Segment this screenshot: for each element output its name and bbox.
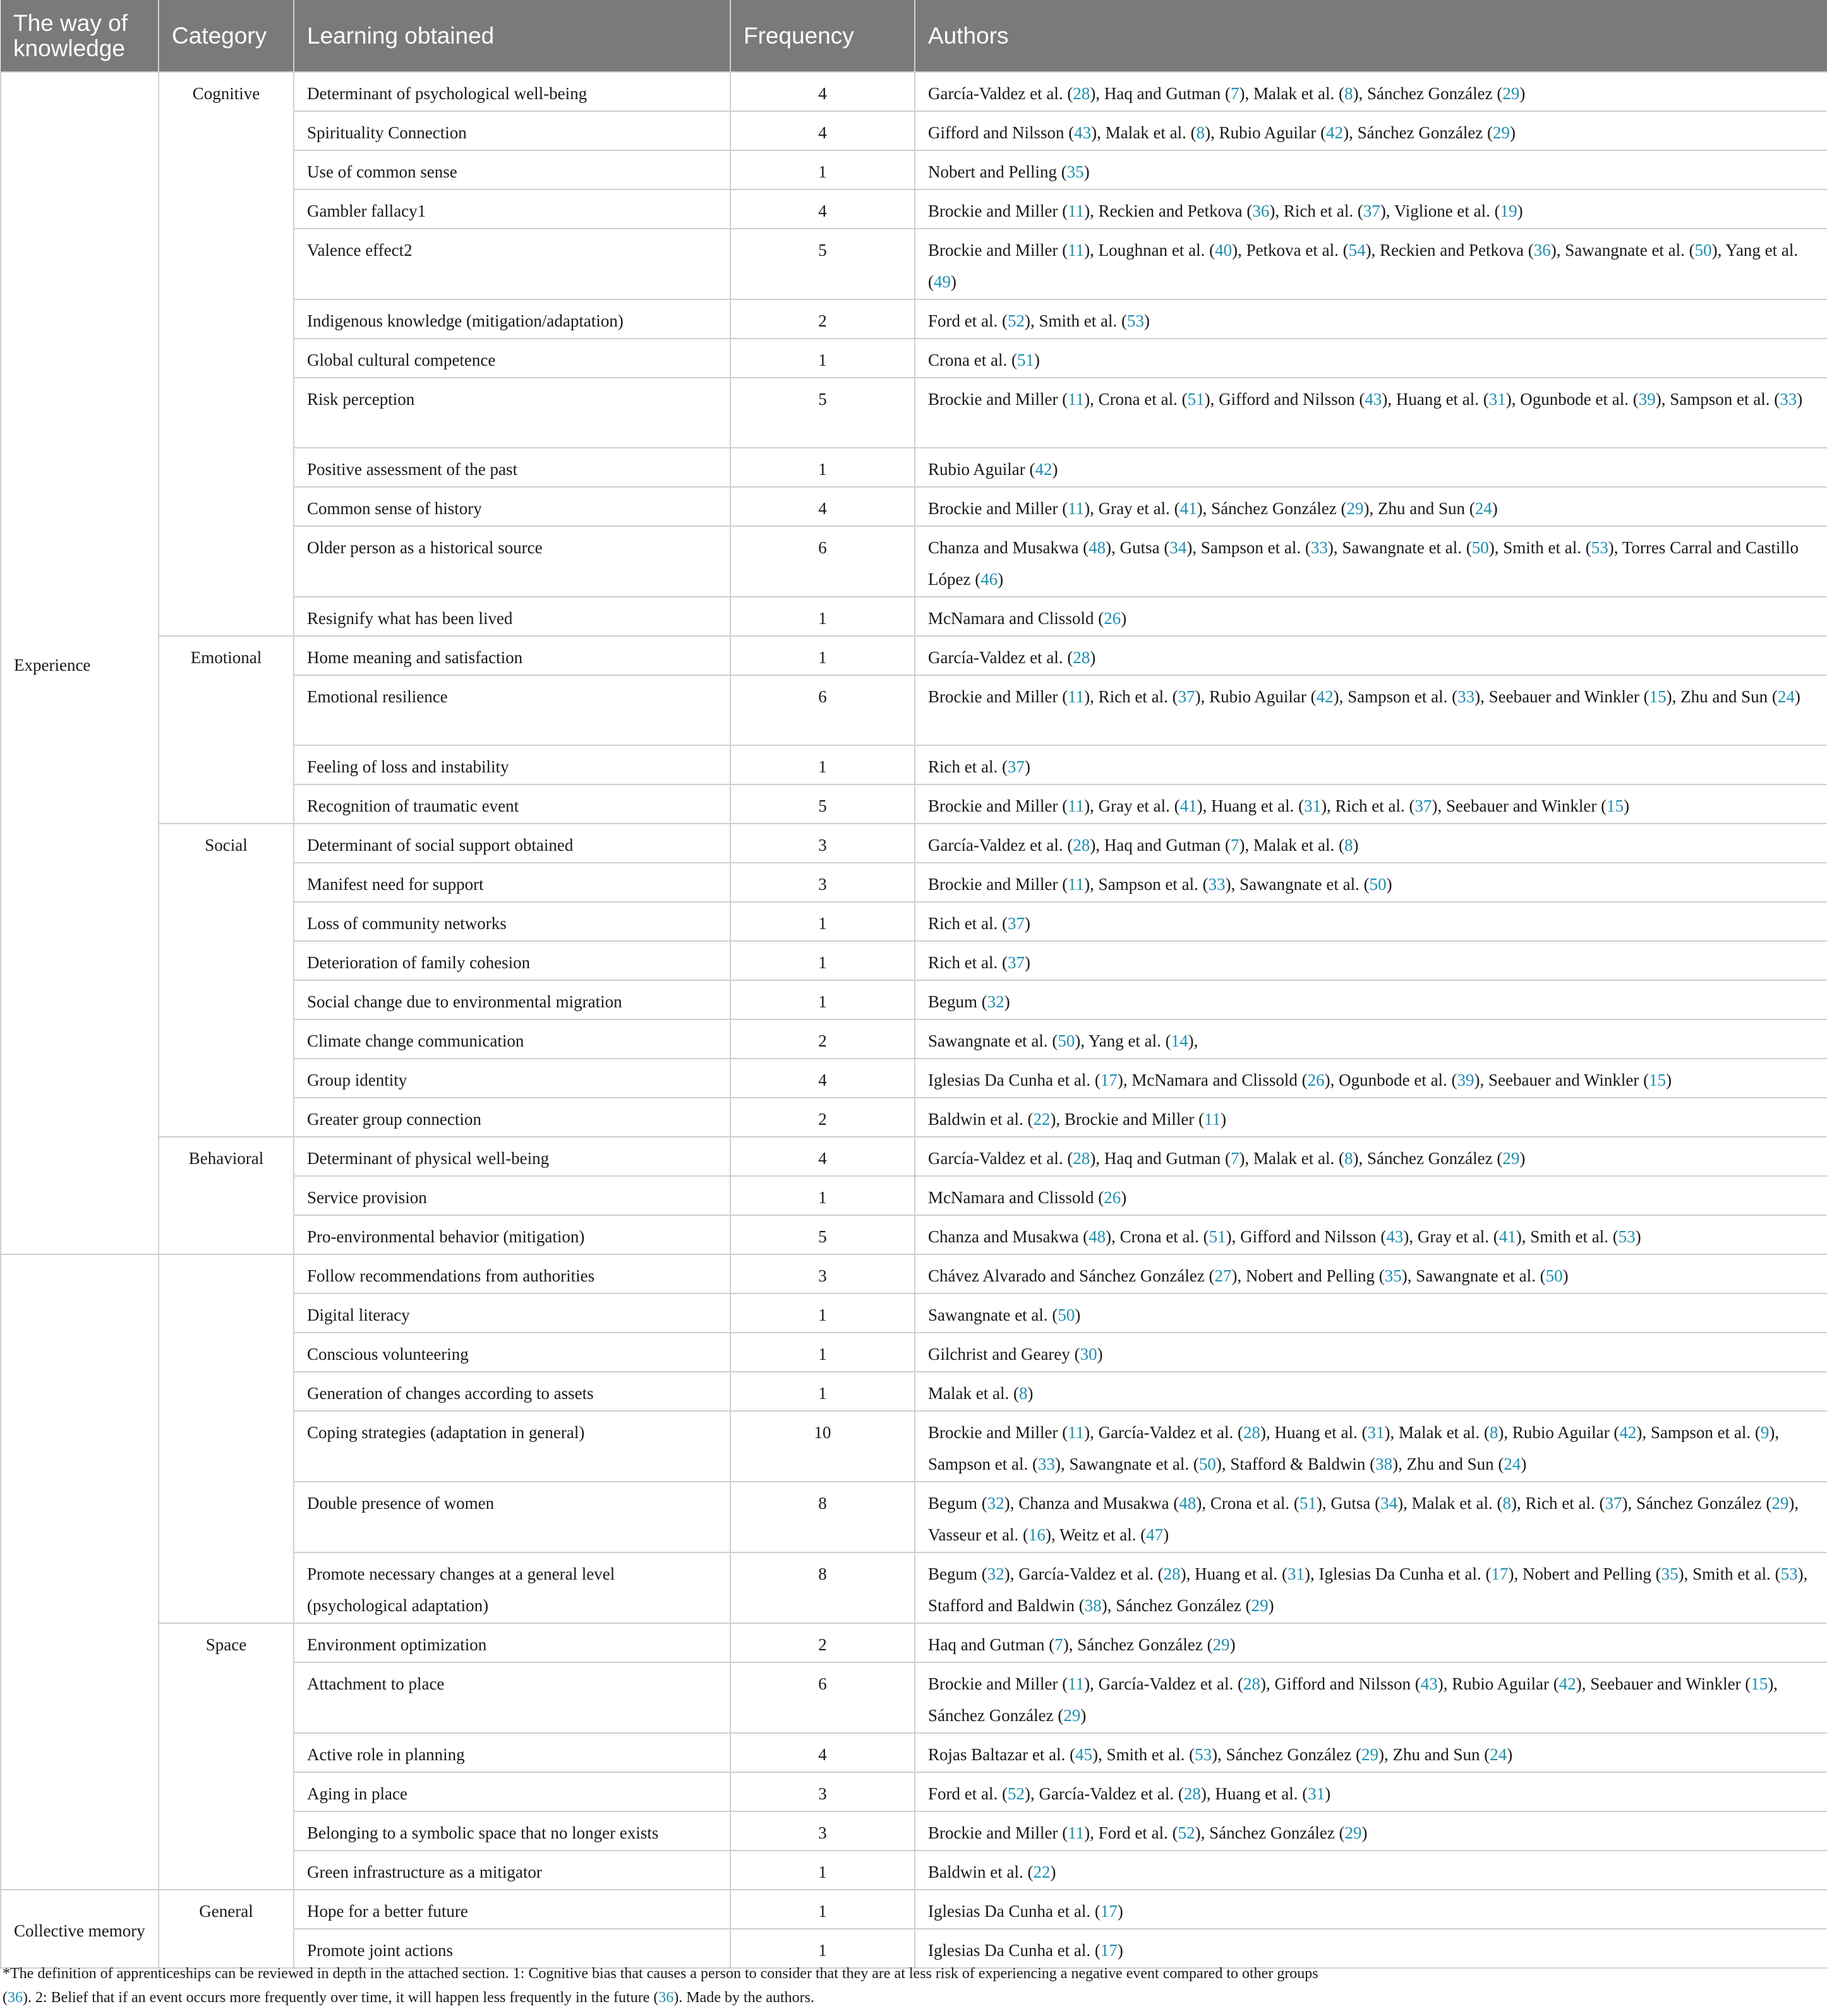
category-cell: Behavioral	[159, 1137, 294, 1254]
reference-link[interactable]: 7	[1231, 84, 1239, 103]
authors-cell: Brockie and Miller (11), Reckien and Petkova (36), Rich et al. (37), Viglione et al. (19)	[915, 189, 1827, 229]
frequency-cell: 4	[730, 1137, 915, 1176]
learning-cell: Climate change communication	[294, 1019, 730, 1059]
authors-cell: Brockie and Miller (11), Loughnan et al. (40), Petkova et al. (54), Reckien and Petkova (36), Sawangnate et al. (50), Yang et al. (49)	[915, 229, 1827, 299]
frequency-cell: 2	[730, 1098, 915, 1137]
reference-link[interactable]: 33	[1780, 390, 1797, 409]
frequency-cell: 1	[730, 448, 915, 487]
reference-link[interactable]: 26	[1307, 1071, 1325, 1089]
learning-cell: Spirituality Connection	[294, 111, 730, 150]
frequency-cell: 6	[730, 1662, 915, 1733]
reference-link[interactable]: 52	[1178, 1823, 1195, 1842]
frequency-cell: 1	[730, 745, 915, 784]
frequency-cell: 2	[730, 1019, 915, 1059]
reference-link[interactable]: 29	[1493, 123, 1510, 142]
authors-cell: Brockie and Miller (11), Crona et al. (51), Gifford and Nilsson (43), Huang et al. (31), Ogunbode et al. (39), Sampson et al. (33)	[915, 378, 1827, 448]
reference-link[interactable]: 53	[1195, 1745, 1212, 1764]
reference-link[interactable]: 15	[1649, 1071, 1667, 1089]
reference-link[interactable]: 19	[1500, 201, 1517, 220]
reference-link[interactable]: 33	[1457, 687, 1475, 706]
authors-cell: Rojas Baltazar et al. (45), Smith et al. (53), Sánchez González (29), Zhu and Sun (24)	[915, 1733, 1827, 1772]
table-header-row	[1, 0, 1827, 72]
reference-link[interactable]: 8	[1502, 1494, 1512, 1513]
frequency-cell: 4	[730, 1733, 915, 1772]
authors-cell: Iglesias Da Cunha et al. (17), McNamara and Clissold (26), Ogunbode et al. (39), Seebauer and Winkler (15)	[915, 1059, 1827, 1098]
learning-cell: Valence effect2	[294, 229, 730, 299]
reference-link[interactable]: 48	[1179, 1494, 1197, 1513]
reference-link[interactable]: 36	[1533, 241, 1551, 260]
learning-cell: Indigenous knowledge (mitigation/adaptation)	[294, 299, 730, 339]
frequency-cell: 4	[730, 72, 915, 111]
header-authors: Authors	[915, 0, 1827, 72]
reference-link[interactable]: 32	[987, 992, 1004, 1011]
reference-link[interactable]: 8	[1344, 1149, 1353, 1168]
reference-link[interactable]: 41	[1179, 796, 1197, 815]
reference-link[interactable]: 47	[1146, 1525, 1164, 1544]
reference-link[interactable]: 8	[1489, 1423, 1498, 1442]
frequency-cell: 8	[730, 1552, 915, 1623]
frequency-cell: 1	[730, 1176, 915, 1215]
header-learning-obtained: Learning obtained	[294, 0, 730, 72]
reference-link[interactable]: 29	[1346, 499, 1364, 518]
learning-cell: Hope for a better future	[294, 1890, 730, 1929]
learning-cell: Deterioration of family cohesion	[294, 941, 730, 980]
learning-cell: Group identity	[294, 1059, 730, 1098]
frequency-cell: 2	[730, 1623, 915, 1662]
frequency-cell: 1	[730, 1851, 915, 1890]
learning-cell: Use of common sense	[294, 150, 730, 189]
reference-link[interactable]: 32	[987, 1494, 1004, 1513]
authors-cell: Haq and Gutman (7), Sánchez González (29)	[915, 1623, 1827, 1662]
frequency-cell: 1	[730, 1333, 915, 1372]
authors-cell: Begum (32), Chanza and Musakwa (48), Crona et al. (51), Gutsa (34), Malak et al. (8), Rich et al. (37), Sánchez González (29), Vasseur et al. (16), Weitz et al. (47)	[915, 1482, 1827, 1552]
frequency-cell: 6	[730, 526, 915, 597]
reference-link[interactable]: 54	[1348, 241, 1366, 260]
reference-link[interactable]: 28	[1073, 648, 1090, 667]
reference-link[interactable]: 26	[1104, 1188, 1121, 1207]
authors-cell: Iglesias Da Cunha et al. (17)	[915, 1929, 1827, 1968]
frequency-cell: 1	[730, 1890, 915, 1929]
learning-cell: Coping strategies (adaptation in general)	[294, 1411, 730, 1482]
learning-cell: Environment optimization	[294, 1623, 730, 1662]
reference-link[interactable]: 42	[1316, 687, 1334, 706]
authors-cell: García-Valdez et al. (28), Haq and Gutman (7), Malak et al. (8), Sánchez González (29)	[915, 72, 1827, 111]
reference-link[interactable]: 29	[1251, 1596, 1269, 1615]
learning-cell: Older person as a historical source	[294, 526, 730, 597]
authors-cell: Sawangnate et al. (50)	[915, 1293, 1827, 1333]
frequency-cell: 1	[730, 597, 915, 636]
reference-link[interactable]: 17	[1100, 1071, 1118, 1089]
reference-link[interactable]: 53	[1780, 1564, 1798, 1583]
reference-link[interactable]: 43	[1386, 1227, 1404, 1246]
reference-link[interactable]: 39	[1638, 390, 1656, 409]
authors-cell: Iglesias Da Cunha et al. (17)	[915, 1890, 1827, 1929]
learning-cell: Loss of community networks	[294, 902, 730, 941]
frequency-cell: 3	[730, 1811, 915, 1851]
frequency-cell: 1	[730, 1372, 915, 1411]
frequency-cell: 1	[730, 941, 915, 980]
category-cell: Cognitive	[159, 72, 294, 636]
reference-link[interactable]: 45	[1075, 1745, 1093, 1764]
reference-link[interactable]: 53	[1618, 1227, 1636, 1246]
header-category: Category	[159, 0, 294, 72]
category-cell: General	[159, 1890, 294, 1968]
reference-link[interactable]: 41	[1498, 1227, 1516, 1246]
authors-cell: McNamara and Clissold (26)	[915, 1176, 1827, 1215]
authors-cell: Baldwin et al. (22)	[915, 1851, 1827, 1890]
reference-link[interactable]: 51	[1209, 1227, 1226, 1246]
reference-link[interactable]: 43	[1420, 1674, 1438, 1693]
authors-cell: Brockie and Miller (11), Sampson et al. (33), Sawangnate et al. (50)	[915, 863, 1827, 902]
authors-cell: Gifford and Nilsson (43), Malak et al. (8), Rubio Aguilar (42), Sánchez González (29)	[915, 111, 1827, 150]
authors-cell: Chávez Alvarado and Sánchez González (27), Nobert and Pelling (35), Sawangnate et al. (50)	[915, 1254, 1827, 1293]
reference-link[interactable]: 14	[1171, 1031, 1188, 1050]
reference-link[interactable]: 37	[1605, 1494, 1622, 1513]
frequency-cell: 1	[730, 980, 915, 1019]
reference-link[interactable]: 11	[1068, 241, 1085, 260]
reference-link[interactable]: 48	[1088, 1227, 1106, 1246]
reference-link[interactable]: 28	[1243, 1423, 1261, 1442]
authors-cell: McNamara and Clissold (26)	[915, 597, 1827, 636]
learning-cell: Digital literacy	[294, 1293, 730, 1333]
table-body	[1, 72, 1827, 1968]
reference-link[interactable]: 29	[1771, 1494, 1789, 1513]
table-footnote: *The definition of apprenticeships can be reviewed in depth in the attached section. 1: Cognitive bias that causes a person to consider that they are at less risk of experiencing a negative event compared to other groups (36). 2: Belief that if an event occurs more frequently over time, it will happen less frequently in the future (36). Made by the authors.	[3, 1965, 1318, 2006]
category-cell: Space	[159, 1623, 294, 1890]
reference-link[interactable]: 22	[1033, 1863, 1051, 1881]
reference-link[interactable]: 34	[1169, 538, 1187, 557]
table-row	[1, 1254, 1827, 1293]
reference-link[interactable]: 15	[1649, 687, 1667, 706]
reference-link[interactable]: 28	[1073, 836, 1090, 855]
reference-link[interactable]: 53	[1126, 311, 1144, 330]
reference-link[interactable]: 43	[1074, 123, 1092, 142]
learning-cell: Promote necessary changes at a general level (psychological adaptation)	[294, 1552, 730, 1623]
authors-cell: García-Valdez et al. (28)	[915, 636, 1827, 675]
authors-cell: Brockie and Miller (11), Gray et al. (41), Huang et al. (31), Rich et al. (37), Seebauer and Winkler (15)	[915, 784, 1827, 824]
header-way-of-knowledge: The way of knowledge	[1, 0, 159, 72]
way-of-knowledge-cell	[1, 1254, 159, 1890]
reference-link[interactable]: 40	[1215, 241, 1233, 260]
reference-link[interactable]: 27	[1214, 1266, 1232, 1285]
authors-cell: Gilchrist and Gearey (30)	[915, 1333, 1827, 1372]
frequency-cell: 1	[730, 1293, 915, 1333]
reference-link[interactable]: 53	[1591, 538, 1608, 557]
reference-link[interactable]: 24	[1504, 1455, 1521, 1473]
reference-link[interactable]: 11	[1068, 1423, 1085, 1442]
reference-link[interactable]: 49	[934, 272, 951, 291]
learning-cell: Determinant of psychological well-being	[294, 72, 730, 111]
reference-link[interactable]: 28	[1183, 1784, 1201, 1803]
reference-link[interactable]: 11	[1068, 499, 1085, 518]
reference-link[interactable]: 38	[1375, 1455, 1393, 1473]
learning-cell: Pro-environmental behavior (mitigation)	[294, 1215, 730, 1254]
reference-link[interactable]: 50	[1058, 1305, 1075, 1324]
header-frequency: Frequency	[730, 0, 915, 72]
authors-cell: Brockie and Miller (11), García-Valdez et al. (28), Gifford and Nilsson (43), Rubio Aguilar (42), Seebauer and Winkler (15), Sánchez González (29)	[915, 1662, 1827, 1733]
reference-link[interactable]: 11	[1068, 1674, 1085, 1693]
authors-cell: Rich et al. (37)	[915, 941, 1827, 980]
authors-cell: Brockie and Miller (11), Ford et al. (52), Sánchez González (29)	[915, 1811, 1827, 1851]
reference-link[interactable]: 50	[1471, 538, 1489, 557]
reference-link[interactable]: 32	[987, 1564, 1004, 1583]
reference-link[interactable]: 28	[1243, 1674, 1261, 1693]
table-row	[1, 1623, 1827, 1662]
way-of-knowledge-cell: Experience	[1, 72, 159, 1254]
reference-link[interactable]: 29	[1344, 1823, 1362, 1842]
reference-link[interactable]: 39	[1457, 1071, 1474, 1089]
authors-cell: Malak et al. (8)	[915, 1372, 1827, 1411]
authors-cell: Begum (32)	[915, 980, 1827, 1019]
learning-cell: Active role in planning	[294, 1733, 730, 1772]
frequency-cell: 5	[730, 229, 915, 299]
reference-link[interactable]: 11	[1204, 1110, 1221, 1129]
authors-cell: García-Valdez et al. (28), Haq and Gutman (7), Malak et al. (8), Sánchez González (29)	[915, 1137, 1827, 1176]
learning-cell: Resignify what has been lived	[294, 597, 730, 636]
reference-link[interactable]: 37	[1007, 757, 1025, 776]
reference-link[interactable]: 46	[980, 570, 998, 589]
authors-cell: Chanza and Musakwa (48), Crona et al. (51), Gifford and Nilsson (43), Gray et al. (41), Smith et al. (53)	[915, 1215, 1827, 1254]
frequency-cell: 1	[730, 902, 915, 941]
reference-link[interactable]: 11	[1068, 1823, 1085, 1842]
reference-link[interactable]: 28	[1163, 1564, 1181, 1583]
learning-cell: Green infrastructure as a mitigator	[294, 1851, 730, 1890]
authors-cell: Crona et al. (51)	[915, 339, 1827, 378]
reference-link[interactable]: 17	[1100, 1941, 1118, 1960]
learning-cell: Recognition of traumatic event	[294, 784, 730, 824]
reference-link[interactable]: 31	[1304, 796, 1322, 815]
reference-link[interactable]: 17	[1100, 1902, 1118, 1921]
reference-link[interactable]: 8	[1018, 1384, 1028, 1403]
authors-cell: Rubio Aguilar (42)	[915, 448, 1827, 487]
learning-cell: Follow recommendations from authorities	[294, 1254, 730, 1293]
reference-link[interactable]: 11	[1068, 687, 1085, 706]
frequency-cell: 4	[730, 487, 915, 526]
frequency-cell: 1	[730, 1929, 915, 1968]
learning-cell: Feeling of loss and instability	[294, 745, 730, 784]
frequency-cell: 5	[730, 1215, 915, 1254]
frequency-cell: 3	[730, 1772, 915, 1811]
reference-link[interactable]: 24	[1777, 687, 1795, 706]
reference-link[interactable]: 11	[1068, 201, 1085, 220]
reference-link[interactable]: 52	[1007, 311, 1025, 330]
frequency-cell: 5	[730, 784, 915, 824]
reference-link[interactable]: 16	[1028, 1525, 1046, 1544]
table-row	[1, 824, 1827, 863]
reference-link[interactable]: 36	[8, 1989, 23, 2006]
reference-link[interactable]: 8	[1344, 84, 1353, 103]
learning-cell: Common sense of history	[294, 487, 730, 526]
learning-cell: Aging in place	[294, 1772, 730, 1811]
reference-link[interactable]: 31	[1488, 390, 1506, 409]
frequency-cell: 4	[730, 111, 915, 150]
reference-link[interactable]: 52	[1007, 1784, 1025, 1803]
learning-cell: Greater group connection	[294, 1098, 730, 1137]
reference-link[interactable]: 41	[1179, 499, 1197, 518]
learning-cell: Generation of changes according to assets	[294, 1372, 730, 1411]
authors-cell: Brockie and Miller (11), Rich et al. (37), Rubio Aguilar (42), Sampson et al. (33), Seebauer and Winkler (15), Zhu and Sun (24)	[915, 675, 1827, 745]
authors-cell: García-Valdez et al. (28), Haq and Gutman (7), Malak et al. (8)	[915, 824, 1827, 863]
reference-link[interactable]: 35	[1066, 162, 1084, 181]
reference-link[interactable]: 26	[1104, 609, 1121, 628]
learning-cell: Promote joint actions	[294, 1929, 730, 1968]
category-cell: Emotional	[159, 636, 294, 824]
reference-link[interactable]: 35	[1384, 1266, 1402, 1285]
reference-link[interactable]: 33	[1208, 875, 1226, 894]
reference-link[interactable]: 8	[1196, 123, 1205, 142]
reference-link[interactable]: 24	[1490, 1745, 1507, 1764]
reference-link[interactable]: 31	[1308, 1784, 1325, 1803]
table-row	[1, 1890, 1827, 1929]
reference-link[interactable]: 51	[1016, 351, 1034, 369]
reference-link[interactable]: 50	[1545, 1266, 1563, 1285]
reference-link[interactable]: 34	[1380, 1494, 1398, 1513]
reference-link[interactable]: 51	[1299, 1494, 1317, 1513]
reference-link[interactable]: 50	[1369, 875, 1387, 894]
table-row	[1, 72, 1827, 111]
frequency-cell: 3	[730, 1254, 915, 1293]
reference-link[interactable]: 50	[1058, 1031, 1075, 1050]
authors-cell: Ford et al. (52), Smith et al. (53)	[915, 299, 1827, 339]
authors-cell: Brockie and Miller (11), Gray et al. (41), Sánchez González (29), Zhu and Sun (24)	[915, 487, 1827, 526]
reference-link[interactable]: 37	[1363, 201, 1380, 220]
reference-link[interactable]: 48	[1088, 538, 1106, 557]
frequency-cell: 1	[730, 150, 915, 189]
reference-link[interactable]: 43	[1365, 390, 1382, 409]
table-row	[1, 1137, 1827, 1176]
learning-cell: Emotional resilience	[294, 675, 730, 745]
reference-link[interactable]: 51	[1187, 390, 1205, 409]
authors-cell: Chanza and Musakwa (48), Gutsa (34), Sampson et al. (33), Sawangnate et al. (50), Smith et al. (53), Torres Carral and Castillo López (46)	[915, 526, 1827, 597]
category-cell: Social	[159, 824, 294, 1137]
frequency-cell: 10	[730, 1411, 915, 1482]
reference-link[interactable]: 35	[1661, 1564, 1679, 1583]
learning-cell: Manifest need for support	[294, 863, 730, 902]
reference-link[interactable]: 42	[1035, 460, 1052, 479]
reference-link[interactable]: 15	[1607, 796, 1624, 815]
authors-cell: Begum (32), García-Valdez et al. (28), Huang et al. (31), Iglesias Da Cunha et al. (17), Nobert and Pelling (35), Smith et al. (53), Stafford and Baldwin (38), Sánchez González (29)	[915, 1552, 1827, 1623]
reference-link[interactable]: 29	[1212, 1635, 1230, 1654]
reference-link[interactable]: 30	[1080, 1345, 1097, 1364]
reference-link[interactable]: 29	[1502, 1149, 1520, 1168]
reference-link[interactable]: 38	[1084, 1596, 1102, 1615]
learning-cell: Social change due to environmental migration	[294, 980, 730, 1019]
reference-link[interactable]: 42	[1559, 1674, 1576, 1693]
reference-link[interactable]: 42	[1619, 1423, 1637, 1442]
learning-cell: Determinant of social support obtained	[294, 824, 730, 863]
reference-link[interactable]: 37	[1007, 953, 1025, 972]
reference-link[interactable]: 28	[1073, 84, 1090, 103]
authors-cell: Rich et al. (37)	[915, 902, 1827, 941]
reference-link[interactable]: 7	[1231, 836, 1239, 855]
learning-cell: Determinant of physical well-being	[294, 1137, 730, 1176]
frequency-cell: 8	[730, 1482, 915, 1552]
learning-cell: Home meaning and satisfaction	[294, 636, 730, 675]
reference-link[interactable]: 29	[1361, 1745, 1379, 1764]
authors-cell: Nobert and Pelling (35)	[915, 150, 1827, 189]
frequency-cell: 6	[730, 675, 915, 745]
reference-link[interactable]: 31	[1367, 1423, 1385, 1442]
reference-link[interactable]: 11	[1068, 875, 1085, 894]
reference-link[interactable]: 37	[1007, 914, 1025, 933]
reference-link[interactable]: 50	[1694, 241, 1712, 260]
reference-link[interactable]: 50	[1198, 1455, 1216, 1473]
frequency-cell: 1	[730, 636, 915, 675]
authors-cell: Sawangnate et al. (50), Yang et al. (14),	[915, 1019, 1827, 1059]
authors-cell: Baldwin et al. (22), Brockie and Miller (11)	[915, 1098, 1827, 1137]
reference-link[interactable]: 28	[1073, 1149, 1090, 1168]
reference-link[interactable]: 37	[1414, 796, 1432, 815]
reference-link[interactable]: 7	[1231, 1149, 1239, 1168]
reference-link[interactable]: 11	[1068, 796, 1085, 815]
reference-link[interactable]: 36	[1252, 201, 1270, 220]
reference-link[interactable]: 31	[1287, 1564, 1305, 1583]
learning-cell: Double presence of women	[294, 1482, 730, 1552]
authors-cell: Rich et al. (37)	[915, 745, 1827, 784]
frequency-cell: 3	[730, 863, 915, 902]
reference-link[interactable]: 8	[1344, 836, 1353, 855]
way-of-knowledge-cell: Collective memory	[1, 1890, 159, 1968]
frequency-cell: 1	[730, 339, 915, 378]
reference-link[interactable]: 24	[1474, 499, 1492, 518]
learning-cell: Belonging to a symbolic space that no longer exists	[294, 1811, 730, 1851]
reference-link[interactable]: 7	[1054, 1635, 1063, 1654]
reference-link[interactable]: 29	[1063, 1706, 1081, 1725]
reference-link[interactable]: 17	[1491, 1564, 1509, 1583]
reference-link[interactable]: 15	[1751, 1674, 1768, 1693]
learning-cell: Conscious volunteering	[294, 1333, 730, 1372]
reference-link[interactable]: 11	[1068, 390, 1085, 409]
frequency-cell: 5	[730, 378, 915, 448]
frequency-cell: 3	[730, 824, 915, 863]
reference-link[interactable]: 9	[1760, 1423, 1770, 1442]
learning-cell: Risk perception	[294, 378, 730, 448]
table-row	[1, 636, 1827, 675]
learning-cell: Gambler fallacy1	[294, 189, 730, 229]
frequency-cell: 2	[730, 299, 915, 339]
learning-cell: Global cultural competence	[294, 339, 730, 378]
authors-cell: Brockie and Miller (11), García-Valdez et al. (28), Huang et al. (31), Malak et al. (8), Rubio Aguilar (42), Sampson et al. (9), Sampson et al. (33), Sawangnate et al. (50), Stafford & Baldwin (38), Zhu and Sun (24)	[915, 1411, 1827, 1482]
category-cell	[159, 1254, 294, 1623]
reference-link[interactable]: 33	[1310, 538, 1328, 557]
reference-link[interactable]: 42	[1326, 123, 1344, 142]
learning-cell: Positive assessment of the past	[294, 448, 730, 487]
reference-link[interactable]: 36	[658, 1989, 674, 2006]
reference-link[interactable]: 33	[1037, 1455, 1055, 1473]
reference-link[interactable]: 29	[1502, 84, 1520, 103]
frequency-cell: 4	[730, 189, 915, 229]
authors-cell: Ford et al. (52), García-Valdez et al. (28), Huang et al. (31)	[915, 1772, 1827, 1811]
learning-cell: Attachment to place	[294, 1662, 730, 1733]
reference-link[interactable]: 22	[1033, 1110, 1051, 1129]
frequency-cell: 4	[730, 1059, 915, 1098]
learning-cell: Service provision	[294, 1176, 730, 1215]
reference-link[interactable]: 37	[1178, 687, 1195, 706]
